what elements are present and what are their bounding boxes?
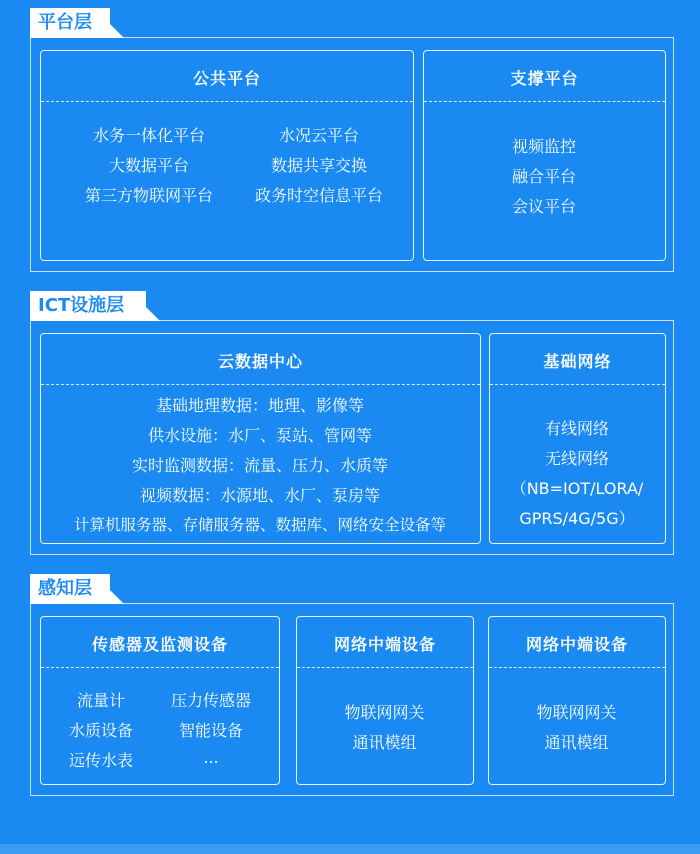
basic-network-divider [490,384,665,385]
sensors-divider [41,667,279,668]
cloud-data-center-item: 计算机服务器、存储服务器、数据库、网络安全设备等 [73,516,446,534]
public-platform-item: 第三方物联网平台 [84,186,213,205]
sensors-item: 远传水表 [68,751,133,770]
basic-network-item: GPRS/4G/5G） [519,509,635,528]
support-platform-item: 融合平台 [511,167,576,186]
network-terminal-title: 网络中端设备 [525,635,628,654]
network-terminal-card [488,616,666,785]
basic-network-item: 有线网络 [544,419,609,438]
basic-network-item: 无线网络 [544,449,609,468]
cloud-data-center-title: 云数据中心 [217,352,303,371]
public-platform-item: 水况云平台 [278,126,359,145]
cloud-data-center-item: 视频数据：水源地、水厂、泵房等 [139,486,380,505]
support-platform-divider [424,101,665,102]
support-platform-item: 会议平台 [511,197,576,216]
public-platform-item: 政务时空信息平台 [254,186,383,205]
public-platform-item: 数据共享交换 [270,156,367,175]
cloud-data-center-divider [41,384,480,385]
network-terminal-card [296,616,474,785]
sensors-item: 智能设备 [178,721,243,740]
public-platform-title: 公共平台 [192,69,261,88]
sensors-item: ... [203,748,219,767]
network-terminal-item: 通讯模组 [352,733,417,752]
platform-layer-tab: 平台层 [30,8,110,38]
public-platform-divider [41,101,413,102]
network-terminal-item: 物联网网关 [536,703,617,722]
network-terminal-item: 物联网网关 [344,703,425,722]
public-platform-item: 水务一体化平台 [92,126,205,145]
network-terminal-item: 通讯模组 [544,733,609,752]
support-platform-card [423,50,666,261]
network-terminal-title: 网络中端设备 [333,635,436,654]
sensors-title: 传感器及监测设备 [91,635,228,654]
support-platform-item: 视频监控 [511,137,576,156]
cloud-data-center-item: 基础地理数据：地理、影像等 [155,396,364,415]
basic-network-item: （NB=IOT/LORA/ [510,479,644,498]
public-platform-item: 大数据平台 [108,156,189,175]
network-terminal-divider [297,667,473,668]
basic-network-title: 基础网络 [543,352,612,371]
cloud-data-center-item: 供水设施：水厂、泵站、管网等 [147,426,372,445]
basic-network-card [489,333,666,544]
sensors-item: 压力传感器 [170,691,251,710]
support-platform-title: 支撑平台 [510,69,579,88]
network-terminal-divider [489,667,665,668]
perception-layer-tab: 感知层 [30,574,110,604]
ict-layer-tab: ICT设施层 [30,291,146,321]
sensors-item: 水质设备 [68,721,133,740]
cloud-data-center-card [40,333,481,544]
bottom-strip [0,844,700,854]
sensors-item: 流量计 [76,691,125,710]
sensors-card [40,616,280,785]
public-platform-card [40,50,414,261]
cloud-data-center-item: 实时监测数据：流量、压力、水质等 [131,456,388,475]
